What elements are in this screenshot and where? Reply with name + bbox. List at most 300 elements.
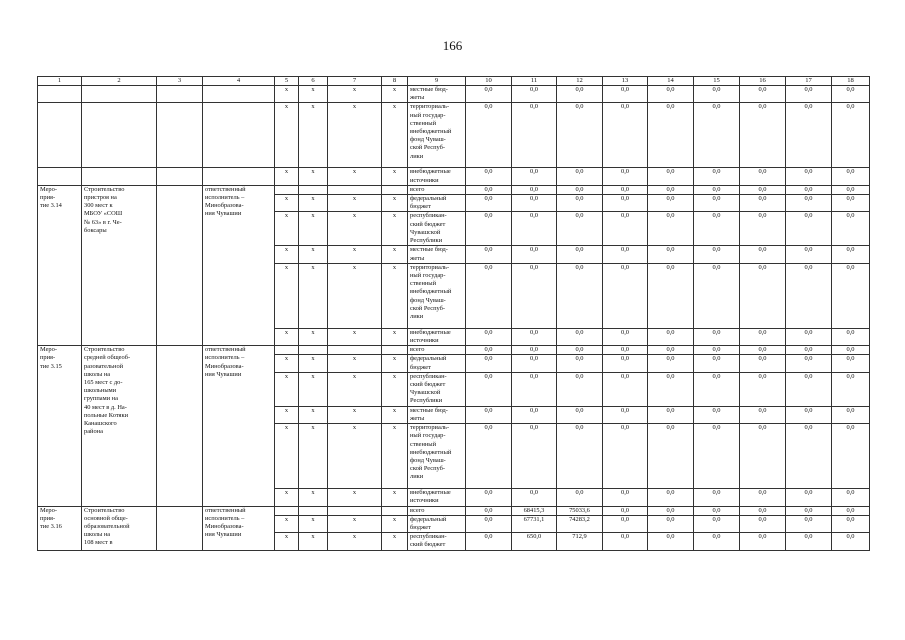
classifier-cell: x — [299, 103, 328, 168]
classifier-cell: x — [328, 533, 382, 550]
value-cell: 0,0 — [694, 424, 740, 489]
event-col3-cell — [157, 86, 203, 103]
value-cell: 0,0 — [557, 328, 603, 345]
classifier-cell: x — [382, 355, 408, 372]
executor-cell — [203, 103, 275, 168]
value-cell: 0,0 — [512, 328, 557, 345]
classifier-cell: x — [299, 168, 328, 185]
event-name-cell — [82, 103, 157, 168]
classifier-cell — [275, 506, 299, 515]
classifier-cell: x — [328, 489, 382, 506]
funding-source-cell: федеральный бюджет — [408, 355, 466, 372]
event-code-cell — [38, 86, 82, 103]
value-cell: 0,0 — [557, 246, 603, 263]
funding-source-cell: всего — [408, 506, 466, 515]
funding-source-cell: внебюджетные источники — [408, 328, 466, 345]
event-code-cell — [38, 103, 82, 168]
budget-table — [37, 76, 870, 551]
value-cell: 0,0 — [512, 195, 557, 212]
classifier-cell: x — [328, 406, 382, 423]
classifier-cell: x — [382, 372, 408, 406]
value-cell: 0,0 — [512, 185, 557, 194]
value-cell: 0,0 — [466, 168, 512, 185]
classifier-cell: x — [275, 406, 299, 423]
classifier-cell: x — [299, 515, 328, 532]
value-cell: 0,0 — [557, 103, 603, 168]
executor-cell: ответственный исполнитель – Минобразова- ния Чувашии — [203, 185, 275, 345]
header-cell: 2 — [82, 77, 157, 86]
header-cell: 8 — [382, 77, 408, 86]
value-cell: 0,0 — [557, 86, 603, 103]
event-name-cell — [82, 168, 157, 185]
event-name-cell — [82, 86, 157, 103]
funding-source-cell: внебюджетные источники — [408, 168, 466, 185]
value-cell: 0,0 — [832, 103, 870, 168]
classifier-cell — [299, 506, 328, 515]
header-cell: 1 — [38, 77, 82, 86]
value-cell: 0,0 — [648, 372, 694, 406]
classifier-cell: x — [328, 103, 382, 168]
event-col3-cell — [157, 185, 203, 345]
classifier-cell: x — [328, 515, 382, 532]
value-cell: 0,0 — [694, 246, 740, 263]
value-cell: 0,0 — [512, 424, 557, 489]
table-row — [38, 506, 870, 515]
value-cell: 0,0 — [648, 195, 694, 212]
value-cell: 0,0 — [740, 195, 786, 212]
event-col3-cell — [157, 103, 203, 168]
classifier-cell — [299, 185, 328, 194]
value-cell: 0,0 — [740, 355, 786, 372]
classifier-cell — [382, 506, 408, 515]
classifier-cell: x — [275, 533, 299, 550]
value-cell: 0,0 — [603, 424, 648, 489]
value-cell: 0,0 — [786, 185, 832, 194]
value-cell: 0,0 — [603, 406, 648, 423]
value-cell: 74283,2 — [557, 515, 603, 532]
value-cell: 0,0 — [466, 424, 512, 489]
classifier-cell: x — [328, 212, 382, 246]
value-cell: 0,0 — [603, 212, 648, 246]
value-cell: 0,0 — [786, 489, 832, 506]
value-cell: 0,0 — [512, 406, 557, 423]
classifier-cell: x — [382, 424, 408, 489]
value-cell: 0,0 — [832, 533, 870, 550]
value-cell: 0,0 — [648, 355, 694, 372]
table-row — [38, 346, 870, 355]
value-cell: 0,0 — [512, 103, 557, 168]
value-cell: 0,0 — [466, 346, 512, 355]
value-cell: 0,0 — [786, 195, 832, 212]
funding-source-cell: всего — [408, 185, 466, 194]
header-cell: 4 — [203, 77, 275, 86]
value-cell: 0,0 — [694, 328, 740, 345]
value-cell: 0,0 — [694, 263, 740, 328]
value-cell: 0,0 — [832, 489, 870, 506]
value-cell: 0,0 — [466, 328, 512, 345]
value-cell: 0,0 — [786, 533, 832, 550]
value-cell: 0,0 — [786, 212, 832, 246]
value-cell: 0,0 — [786, 355, 832, 372]
value-cell: 650,0 — [512, 533, 557, 550]
value-cell: 0,0 — [466, 212, 512, 246]
value-cell: 0,0 — [786, 246, 832, 263]
classifier-cell — [275, 185, 299, 194]
classifier-cell: x — [382, 263, 408, 328]
value-cell: 0,0 — [466, 185, 512, 194]
value-cell: 0,0 — [740, 212, 786, 246]
classifier-cell: x — [275, 195, 299, 212]
value-cell: 0,0 — [786, 168, 832, 185]
classifier-cell: x — [275, 372, 299, 406]
value-cell: 0,0 — [694, 103, 740, 168]
value-cell: 0,0 — [512, 355, 557, 372]
classifier-cell — [328, 506, 382, 515]
classifier-cell: x — [275, 424, 299, 489]
value-cell: 0,0 — [740, 406, 786, 423]
header-cell: 6 — [299, 77, 328, 86]
value-cell: 0,0 — [557, 372, 603, 406]
value-cell: 0,0 — [786, 372, 832, 406]
classifier-cell: x — [382, 86, 408, 103]
value-cell: 0,0 — [512, 246, 557, 263]
funding-source-cell: всего — [408, 346, 466, 355]
classifier-cell — [382, 185, 408, 194]
value-cell: 0,0 — [512, 263, 557, 328]
value-cell: 0,0 — [694, 489, 740, 506]
classifier-cell: x — [328, 86, 382, 103]
classifier-cell: x — [275, 168, 299, 185]
classifier-cell: x — [299, 406, 328, 423]
value-cell: 0,0 — [694, 533, 740, 550]
value-cell: 0,0 — [648, 346, 694, 355]
value-cell: 0,0 — [786, 328, 832, 345]
funding-source-cell: федеральный бюджет — [408, 515, 466, 532]
classifier-cell: x — [382, 515, 408, 532]
value-cell: 0,0 — [648, 185, 694, 194]
header-cell: 13 — [603, 77, 648, 86]
value-cell: 0,0 — [466, 506, 512, 515]
value-cell: 0,0 — [740, 86, 786, 103]
classifier-cell: x — [299, 372, 328, 406]
value-cell: 0,0 — [740, 372, 786, 406]
value-cell: 0,0 — [603, 103, 648, 168]
header-cell: 17 — [786, 77, 832, 86]
header-cell: 7 — [328, 77, 382, 86]
classifier-cell: x — [299, 263, 328, 328]
classifier-cell: x — [382, 328, 408, 345]
value-cell: 0,0 — [786, 86, 832, 103]
value-cell: 0,0 — [740, 103, 786, 168]
value-cell: 0,0 — [740, 185, 786, 194]
funding-source-cell: местные бюд- жеты — [408, 406, 466, 423]
funding-source-cell: местные бюд- жеты — [408, 86, 466, 103]
classifier-cell: x — [328, 168, 382, 185]
classifier-cell: x — [382, 533, 408, 550]
value-cell: 0,0 — [740, 515, 786, 532]
header-cell: 18 — [832, 77, 870, 86]
table-row — [38, 168, 870, 185]
value-cell: 0,0 — [832, 212, 870, 246]
classifier-cell: x — [328, 355, 382, 372]
value-cell: 0,0 — [832, 263, 870, 328]
header-cell: 12 — [557, 77, 603, 86]
classifier-cell — [328, 346, 382, 355]
value-cell: 0,0 — [512, 489, 557, 506]
classifier-cell: x — [382, 489, 408, 506]
table-row — [38, 103, 870, 168]
event-code-cell: Меро- прия- тие 3.15 — [38, 346, 82, 506]
value-cell: 0,0 — [603, 533, 648, 550]
value-cell: 0,0 — [740, 489, 786, 506]
value-cell: 0,0 — [512, 86, 557, 103]
value-cell: 75033,6 — [557, 506, 603, 515]
value-cell: 0,0 — [466, 533, 512, 550]
event-code-cell: Меро- прия- тие 3.16 — [38, 506, 82, 550]
value-cell: 0,0 — [603, 346, 648, 355]
value-cell: 0,0 — [466, 263, 512, 328]
value-cell: 0,0 — [557, 195, 603, 212]
classifier-cell: x — [299, 212, 328, 246]
event-name-cell: Строительство средней общеоб- разовательной школы на 165 мест с до- школьными группами на 40 мест в д. На- польные Котяки Канашского района — [82, 346, 157, 506]
value-cell: 0,0 — [603, 515, 648, 532]
value-cell: 0,0 — [466, 86, 512, 103]
classifier-cell: x — [275, 355, 299, 372]
classifier-cell: x — [275, 328, 299, 345]
value-cell: 0,0 — [786, 263, 832, 328]
value-cell: 0,0 — [694, 168, 740, 185]
value-cell: 0,0 — [648, 328, 694, 345]
value-cell: 0,0 — [557, 212, 603, 246]
event-col3-cell — [157, 346, 203, 506]
value-cell: 0,0 — [648, 489, 694, 506]
value-cell: 0,0 — [648, 168, 694, 185]
value-cell: 0,0 — [648, 406, 694, 423]
funding-source-cell: внебюджетные источники — [408, 489, 466, 506]
value-cell: 0,0 — [557, 346, 603, 355]
value-cell: 0,0 — [740, 328, 786, 345]
value-cell: 0,0 — [603, 372, 648, 406]
value-cell: 0,0 — [740, 168, 786, 185]
value-cell: 712,9 — [557, 533, 603, 550]
classifier-cell: x — [328, 328, 382, 345]
classifier-cell: x — [275, 489, 299, 506]
funding-source-cell: республикан- ский бюджет Чувашской Республики — [408, 212, 466, 246]
funding-source-cell: республикан- ский бюджет — [408, 533, 466, 550]
classifier-cell — [299, 346, 328, 355]
value-cell: 0,0 — [694, 185, 740, 194]
header-cell: 14 — [648, 77, 694, 86]
funding-source-cell: территориаль- ный государ- ственный внебюджетный фонд Чуваш- ской Респуб- лики — [408, 263, 466, 328]
value-cell: 0,0 — [832, 406, 870, 423]
funding-source-cell: территориаль- ный государ- ственный внебюджетный фонд Чуваш- ской Респуб- лики — [408, 103, 466, 168]
value-cell: 0,0 — [740, 263, 786, 328]
value-cell: 0,0 — [694, 346, 740, 355]
value-cell: 0,0 — [832, 246, 870, 263]
value-cell: 0,0 — [832, 506, 870, 515]
value-cell: 0,0 — [648, 103, 694, 168]
value-cell: 0,0 — [786, 103, 832, 168]
executor-cell: ответственный исполнитель – Минобразова- ния Чувашии — [203, 506, 275, 550]
header-cell: 15 — [694, 77, 740, 86]
classifier-cell: x — [275, 212, 299, 246]
funding-source-cell: республикан- ский бюджет Чувашской Республики — [408, 372, 466, 406]
classifier-cell: x — [328, 424, 382, 489]
value-cell: 0,0 — [648, 515, 694, 532]
value-cell: 0,0 — [557, 355, 603, 372]
classifier-cell: x — [328, 372, 382, 406]
event-col3-cell — [157, 506, 203, 550]
classifier-cell: x — [299, 86, 328, 103]
value-cell: 0,0 — [512, 372, 557, 406]
value-cell: 0,0 — [740, 346, 786, 355]
event-col3-cell — [157, 168, 203, 185]
value-cell: 0,0 — [648, 212, 694, 246]
funding-source-cell: местные бюд- жеты — [408, 246, 466, 263]
value-cell: 0,0 — [786, 506, 832, 515]
value-cell: 0,0 — [832, 328, 870, 345]
classifier-cell: x — [328, 263, 382, 328]
value-cell: 0,0 — [512, 346, 557, 355]
classifier-cell: x — [275, 263, 299, 328]
value-cell: 0,0 — [603, 195, 648, 212]
value-cell: 0,0 — [603, 263, 648, 328]
value-cell: 0,0 — [603, 185, 648, 194]
value-cell: 0,0 — [466, 246, 512, 263]
value-cell: 0,0 — [466, 195, 512, 212]
value-cell: 0,0 — [740, 533, 786, 550]
classifier-cell: x — [275, 86, 299, 103]
value-cell: 0,0 — [832, 424, 870, 489]
classifier-cell — [382, 346, 408, 355]
event-code-cell — [38, 168, 82, 185]
value-cell: 0,0 — [694, 406, 740, 423]
page-number: 166 — [442, 38, 463, 53]
value-cell: 0,0 — [786, 406, 832, 423]
classifier-cell: x — [299, 246, 328, 263]
value-cell: 0,0 — [694, 212, 740, 246]
header-cell: 11 — [512, 77, 557, 86]
value-cell: 0,0 — [832, 185, 870, 194]
value-cell: 0,0 — [832, 195, 870, 212]
classifier-cell: x — [328, 246, 382, 263]
value-cell: 0,0 — [648, 533, 694, 550]
value-cell: 0,0 — [557, 263, 603, 328]
funding-source-cell: федеральный бюджет — [408, 195, 466, 212]
event-name-cell: Строительство основной обще- образовательной школы на 108 мест в — [82, 506, 157, 550]
header-cell: 10 — [466, 77, 512, 86]
value-cell: 0,0 — [740, 246, 786, 263]
value-cell: 0,0 — [466, 489, 512, 506]
event-name-cell: Строительство пристроя на 300 мест к МБОУ «СОШ № 63» в г. Че- боксары — [82, 185, 157, 345]
classifier-cell: x — [382, 103, 408, 168]
value-cell: 67731,1 — [512, 515, 557, 532]
value-cell: 0,0 — [832, 372, 870, 406]
value-cell: 0,0 — [648, 86, 694, 103]
classifier-cell: x — [299, 328, 328, 345]
classifier-cell: x — [275, 246, 299, 263]
value-cell: 0,0 — [603, 86, 648, 103]
header-cell: 16 — [740, 77, 786, 86]
table-row — [38, 86, 870, 103]
value-cell: 0,0 — [466, 406, 512, 423]
executor-cell: ответственный исполнитель – Минобразова- ния Чувашии — [203, 346, 275, 506]
value-cell: 0,0 — [832, 355, 870, 372]
value-cell: 0,0 — [832, 168, 870, 185]
classifier-cell: x — [275, 103, 299, 168]
value-cell: 0,0 — [648, 263, 694, 328]
classifier-cell: x — [299, 424, 328, 489]
value-cell: 0,0 — [557, 185, 603, 194]
value-cell: 0,0 — [694, 372, 740, 406]
value-cell: 0,0 — [786, 515, 832, 532]
value-cell: 0,0 — [466, 355, 512, 372]
header-cell: 5 — [275, 77, 299, 86]
header-cell: 3 — [157, 77, 203, 86]
value-cell: 0,0 — [694, 515, 740, 532]
value-cell: 0,0 — [466, 515, 512, 532]
classifier-cell: x — [382, 212, 408, 246]
value-cell: 0,0 — [603, 489, 648, 506]
classifier-cell: x — [382, 168, 408, 185]
value-cell: 0,0 — [603, 506, 648, 515]
value-cell: 0,0 — [557, 168, 603, 185]
classifier-cell — [328, 185, 382, 194]
value-cell: 0,0 — [740, 424, 786, 489]
value-cell: 0,0 — [694, 506, 740, 515]
executor-cell — [203, 168, 275, 185]
value-cell: 0,0 — [832, 346, 870, 355]
classifier-cell: x — [328, 195, 382, 212]
classifier-cell: x — [382, 406, 408, 423]
value-cell: 0,0 — [603, 246, 648, 263]
classifier-cell: x — [382, 195, 408, 212]
value-cell: 0,0 — [648, 506, 694, 515]
value-cell: 0,0 — [603, 168, 648, 185]
value-cell: 0,0 — [832, 86, 870, 103]
value-cell: 0,0 — [557, 406, 603, 423]
value-cell: 0,0 — [557, 424, 603, 489]
value-cell: 0,0 — [648, 424, 694, 489]
classifier-cell: x — [299, 489, 328, 506]
executor-cell — [203, 86, 275, 103]
value-cell: 0,0 — [466, 103, 512, 168]
value-cell: 0,0 — [512, 212, 557, 246]
classifier-cell: x — [299, 533, 328, 550]
value-cell: 0,0 — [512, 168, 557, 185]
funding-source-cell: территориаль- ный государ- ственный внебюджетный фонд Чуваш- ской Респуб- лики — [408, 424, 466, 489]
value-cell: 0,0 — [694, 195, 740, 212]
classifier-cell: x — [275, 515, 299, 532]
value-cell: 0,0 — [648, 246, 694, 263]
value-cell: 0,0 — [786, 424, 832, 489]
value-cell: 0,0 — [694, 355, 740, 372]
classifier-cell: x — [299, 195, 328, 212]
value-cell: 68415,3 — [512, 506, 557, 515]
classifier-cell: x — [299, 355, 328, 372]
value-cell: 0,0 — [740, 506, 786, 515]
value-cell: 0,0 — [694, 86, 740, 103]
classifier-cell: x — [382, 246, 408, 263]
event-code-cell: Меро- прия- тие 3.14 — [38, 185, 82, 345]
value-cell: 0,0 — [466, 372, 512, 406]
value-cell: 0,0 — [832, 515, 870, 532]
value-cell: 0,0 — [786, 346, 832, 355]
classifier-cell — [275, 346, 299, 355]
value-cell: 0,0 — [603, 355, 648, 372]
table-row — [38, 185, 870, 194]
value-cell: 0,0 — [603, 328, 648, 345]
